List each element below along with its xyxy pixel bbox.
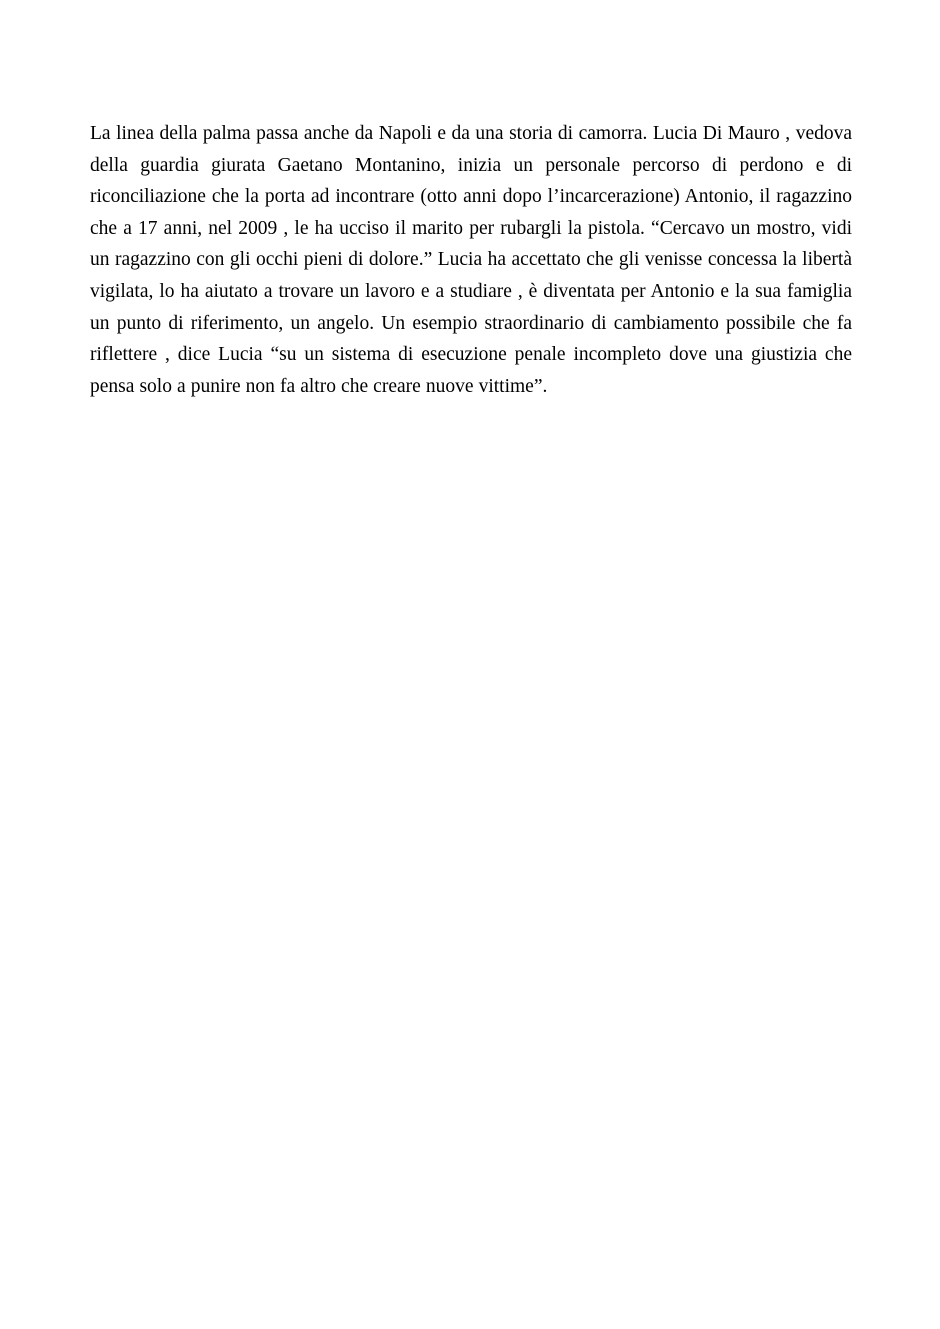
paragraph-1: La linea della palma passa anche da Napoli e da una storia di camorra. Lucia Di Mauro , vedova della guardia giurata Gaetano Montanino, inizia un personale percorso di perdono e di riconciliazione che la porta ad incontrare (otto anni dopo l’incarcerazione) Antonio, il ragazzino che a 17 anni, nel 2009 , le ha ucciso il marito per rubargli la pistola. “Cercavo un mostro, vidi un ragazzino con gli occhi pieni di dolore.” Lucia ha accettato che gli venisse concessa la libertà vigilata, lo ha aiutato a trovare un lavoro e a studiare , è diventata per Antonio e la sua famiglia un punto di riferimento, un angelo. Un esempio straordinario di cambiamento possibile che fa riflettere , dice Lucia “su un sistema di esecuzione penale incompleto dove una giustizia che pensa solo a punire non fa altro che creare nuove vittime”. xyxy=(90,123,852,397)
document-text-block xyxy=(90,118,852,402)
